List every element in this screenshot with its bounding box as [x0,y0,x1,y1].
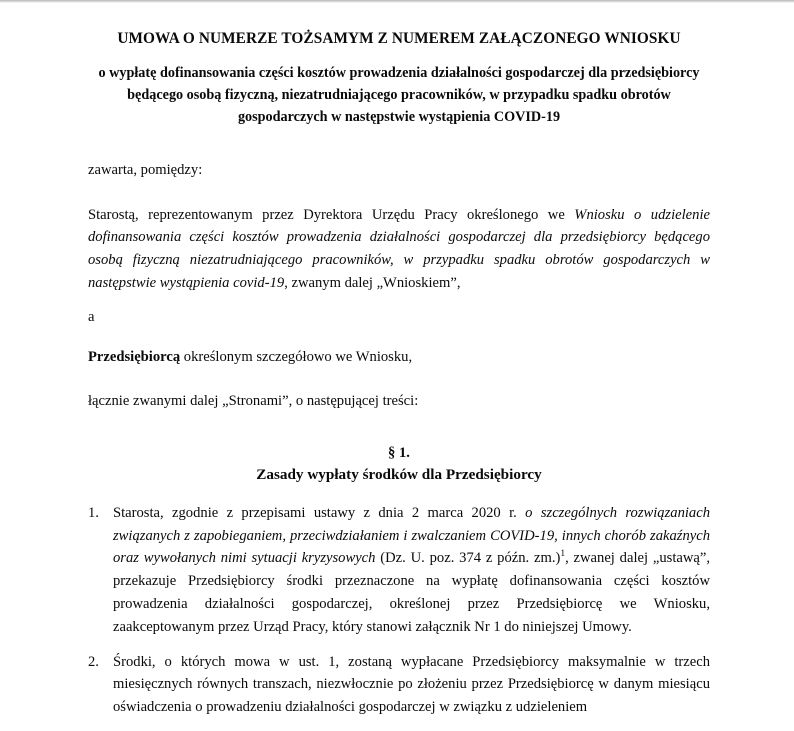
party-two-label: Przedsiębiorcą [88,348,181,365]
jointly-parties-line: łącznie zwanymi dalej „Stronami”, o następującej treści: [88,393,419,410]
party-two-paragraph [88,346,710,369]
conjunction-line: a [88,309,95,326]
document-subtitle: o wypłatę dofinansowania części kosztów prowadzenia działalności gospodarczej dla przedsiębiorcy będącego osobą fizyczną, niezatrudniającego pracowników, w przypadku spadku obrotów gospodarczych w następstwie wystąpienia COVID-19 [98,65,700,125]
clause-2-text: Środki, o których mowa w ust. 1, zostaną wypłacane Przedsiębiorcy maksymalnie w trzech miesięcznych równych transzach, niezwłocznie po złożeniu przez Przedsiębiorcę w danym miesiącu oświadczenia o prowadzeniu działalności gospodarczej w związku z udzieleniem [113,653,710,716]
party-two-tail-text: określonym szczegółowo we Wniosku, [180,348,413,365]
spacer [88,329,710,346]
spacer [88,485,710,502]
section-heading: Zasady wypłaty środków dla Przedsiębiorcy [256,465,542,483]
concluded-between-line: zawarta, pomiędzy: [88,162,203,179]
document-content [88,0,710,731]
spacer [88,413,710,444]
document-title: UMOWA O NUMERZE TOŻSAMYM Z NUMEREM ZAŁĄCZONEGO WNIOSKU [117,30,681,47]
clause-item [88,502,710,639]
spacer [88,368,710,390]
spacer [88,182,710,204]
party-one-paragraph [88,204,710,294]
section-number: § 1. [388,444,410,461]
clause-item [88,651,710,719]
footnote-reference-1: 1 [560,549,566,560]
clause-1-part-3: , zwanej dalej „ustawą”, przekazuje Przedsiębiorcy środki przeznaczone na wypłatę dofinansowania części kosztów prowadzenia działalności gospodarczej, określonej przez Przedsiębiorcę we Wniosku, zaakceptowanym przez Urząd Pracy, który stanowi załącznik Nr 1 do niniejszej Umowy. [113,550,710,635]
party-one-tail-text: , zwanym dalej „Wnioskiem”, [284,274,461,291]
clause-list [88,502,710,719]
party-one-application-title: Wniosku o udzielenie dofinansowania części kosztów prowadzenia działalności gospodarczej dla przedsiębiorcy będącego osobą fizyczną niezatrudniającego pracowników, w przypadku spadku obrotów gospodarczych w następstwie wystąpienia covid-19 [88,206,710,291]
clause-marker: 1. [88,504,99,521]
clause-marker: 2. [88,653,99,670]
clause-1-act-title: o szczególnych rozwiązaniach związanych z zapobieganiem, przeciwdziałaniem i zwalczaniem COVID-19, innych chorób zakaźnych oraz wywołanych nimi sytuacji kryzysowych [113,504,710,567]
clause-1-part-1: Starosta, zgodnie z przepisami ustawy z dnia 2 marca 2020 r. [113,504,526,521]
clause-1-part-2: (Dz. U. poz. 374 z późn. zm.) [375,550,561,567]
spacer [88,294,710,306]
spacer [88,128,710,159]
party-one-lead-text: Starostą, reprezentowanym przez Dyrektora Urzędu Pracy określonego we [88,206,575,223]
